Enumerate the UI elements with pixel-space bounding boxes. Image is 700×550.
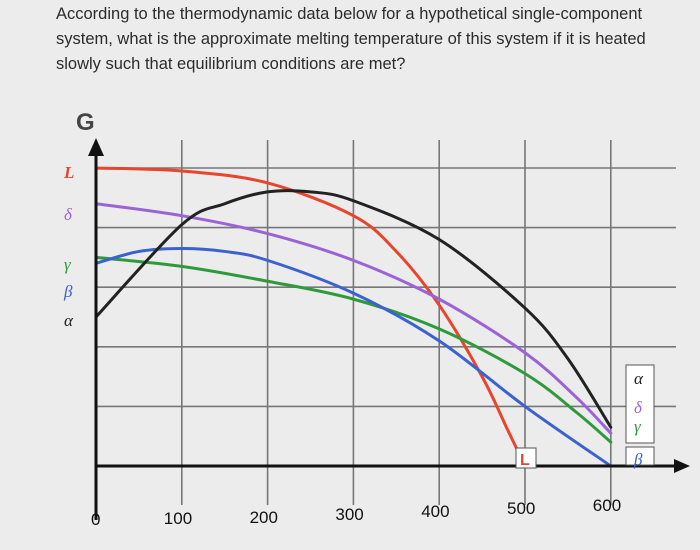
x-tick-label-100: 100 <box>163 509 193 528</box>
legend-right-3: β <box>634 450 643 469</box>
legend-inline-0: L <box>520 452 530 469</box>
x-tick-label-0: 0 <box>91 510 101 529</box>
legend-right <box>626 365 654 469</box>
legend-right-2: γ <box>634 417 641 436</box>
y-axis-arrow <box>88 138 104 156</box>
legend-left <box>63 163 74 330</box>
x-tick-labels <box>91 496 621 529</box>
x-tick-label-400: 400 <box>421 502 450 521</box>
axes <box>88 138 690 520</box>
legend-left-2: γ <box>64 255 71 274</box>
legend-inline <box>516 448 536 469</box>
x-tick-label-500: 500 <box>507 499 536 518</box>
legend-left-1: δ <box>64 205 72 224</box>
legend-right-1: δ <box>634 398 642 417</box>
x-axis-arrow <box>674 459 690 473</box>
x-tick-label-200: 200 <box>249 508 278 527</box>
legend-left-0: L <box>64 163 75 182</box>
legend-right-0: α <box>634 369 643 388</box>
question-text: According to the thermodynamic data below for a hypothetical single-component system, what is the approximate melting temperature of this system if it is heated slowly such that equilibrium conditions are met? <box>56 5 646 73</box>
y-axis-label: G <box>76 109 95 136</box>
x-tick-label-600: 600 <box>592 496 622 515</box>
x-tick-label-300: 300 <box>335 505 364 524</box>
legend-left-4: α <box>64 311 73 330</box>
legend-left-3: β <box>64 282 73 301</box>
